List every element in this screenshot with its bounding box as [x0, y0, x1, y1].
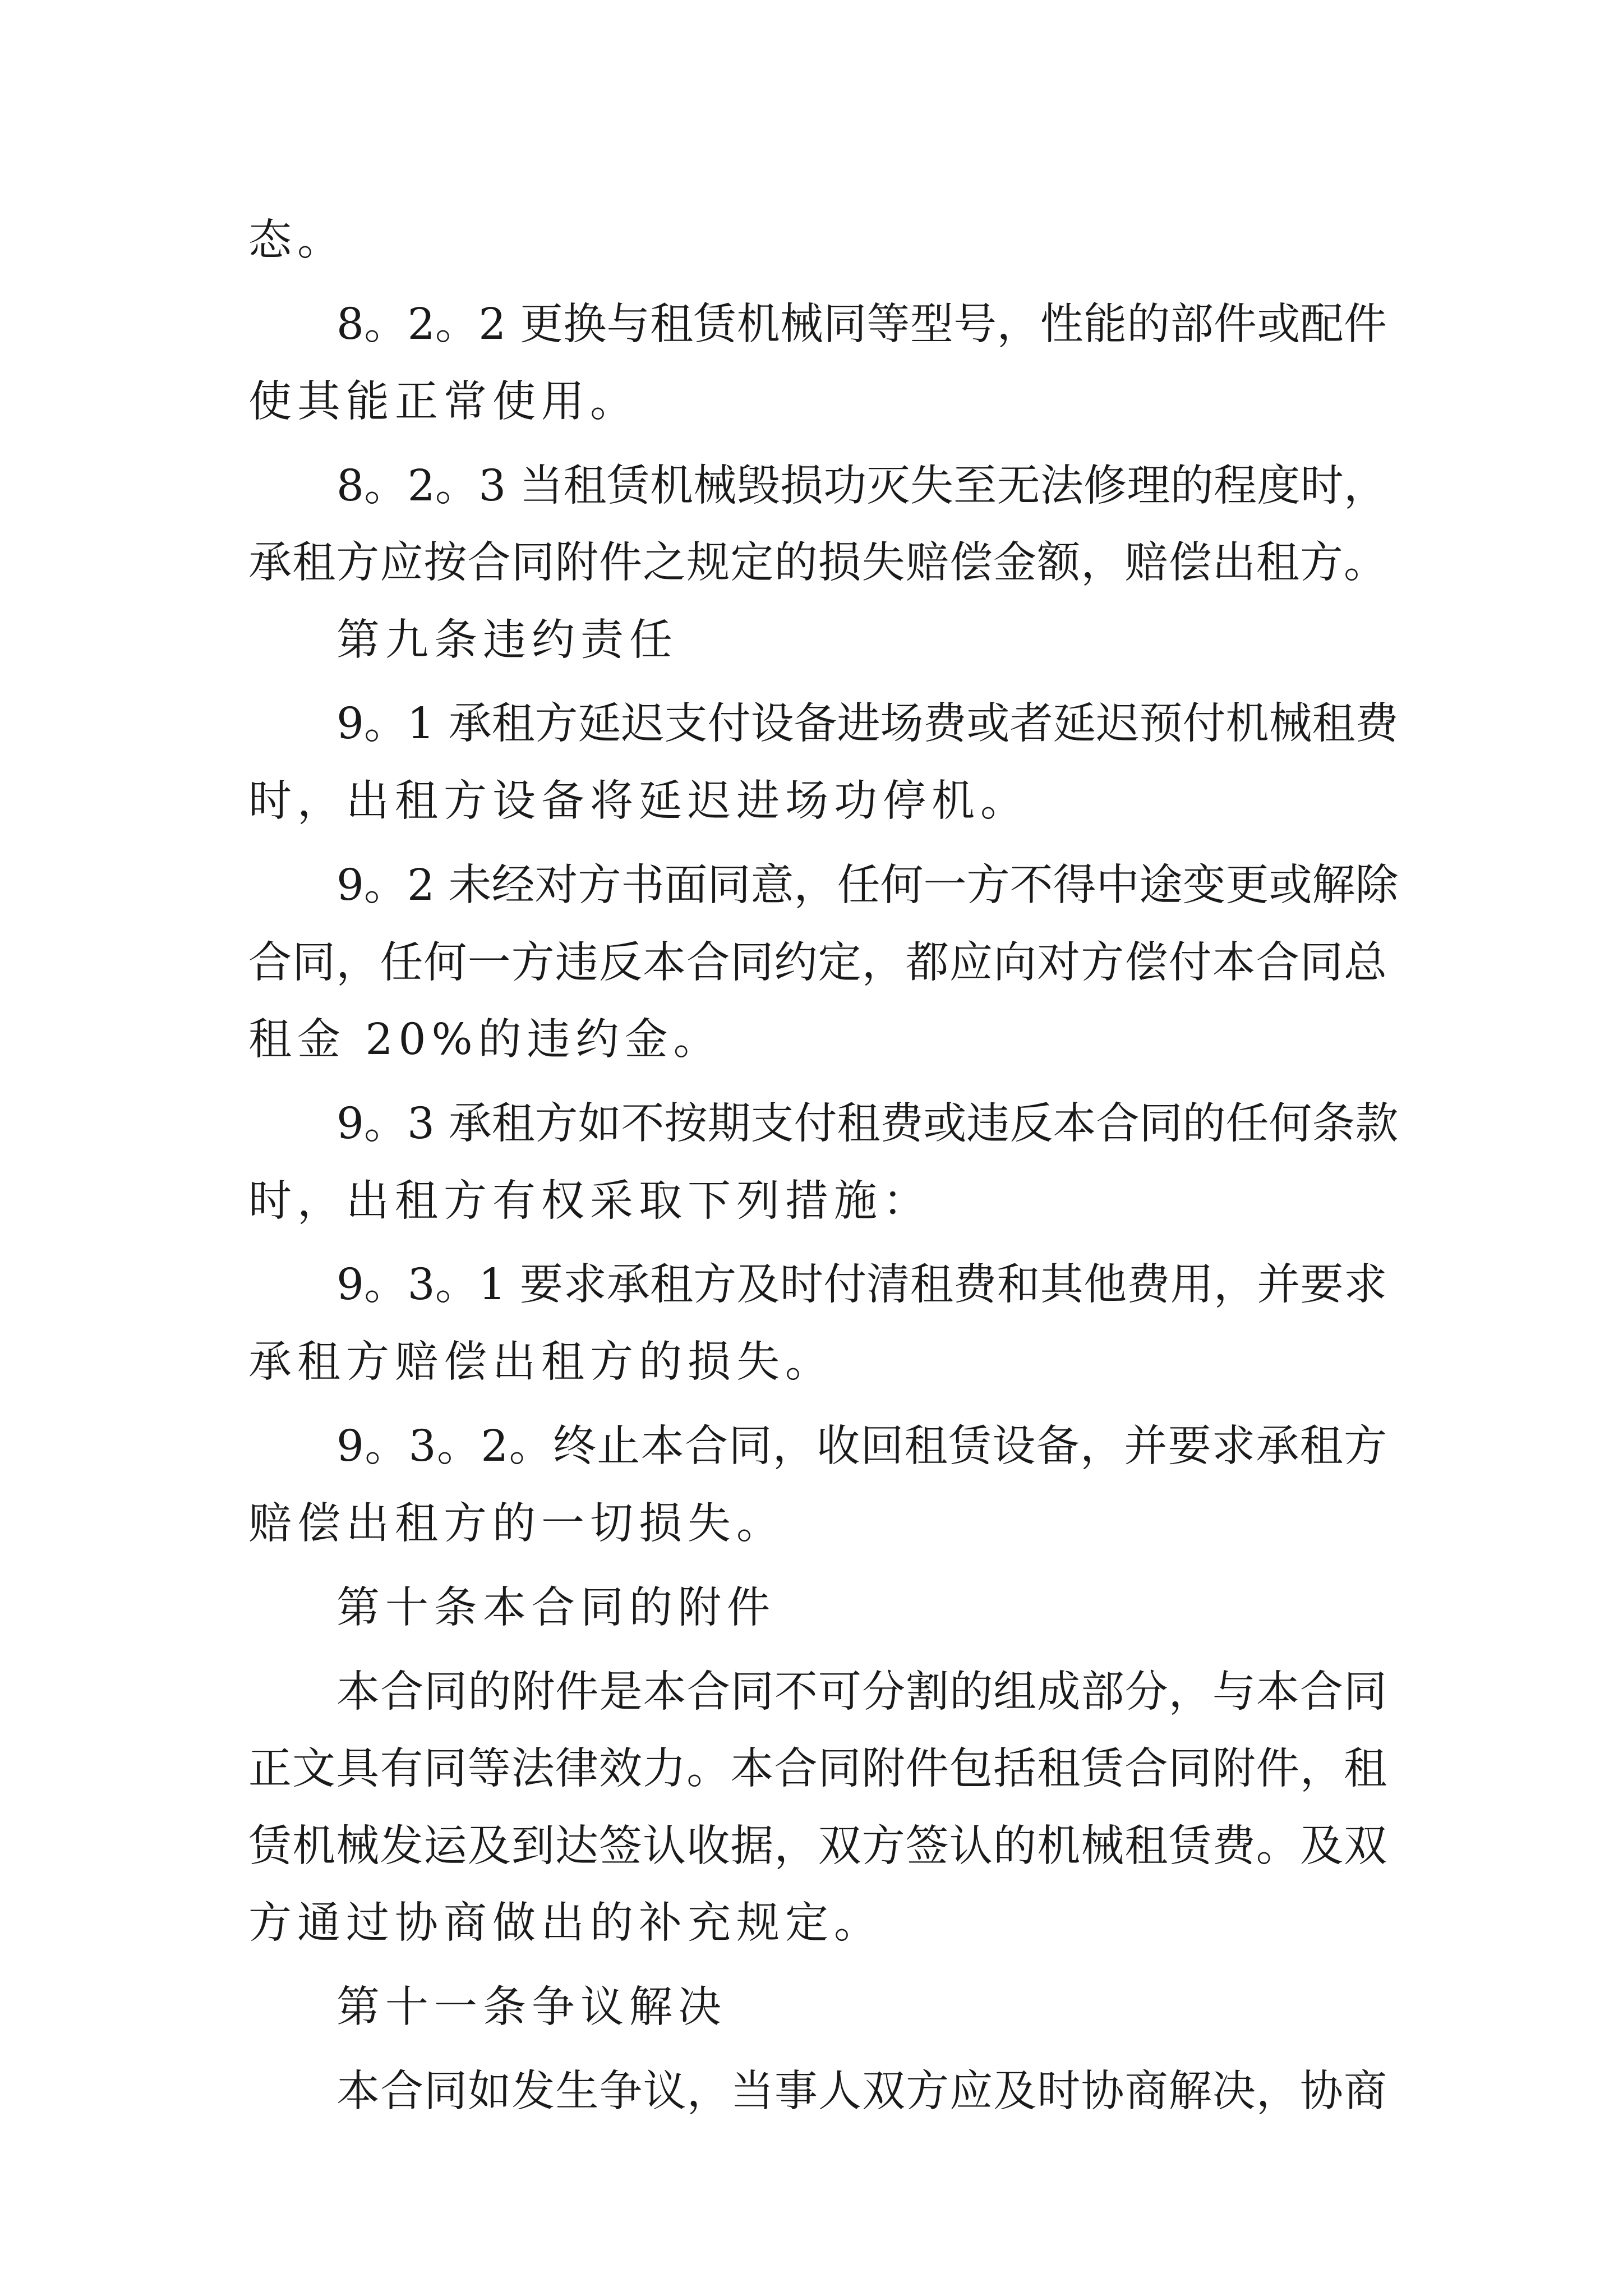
text-line: 第十条本合同的附件 [336, 1583, 776, 1633]
text-line: 8。2。2 更换与租赁机械同等型号，性能的部件或配件 [336, 300, 1387, 349]
text-line: 9。3。2。终止本合同，收回租赁设备，并要求承租方 [336, 1421, 1387, 1471]
text-line: 本合同的附件是本合同不可分割的组成部分，与本合同 [336, 1667, 1387, 1717]
text-line: 第九条违约责任 [336, 615, 678, 665]
text-line: 态。 [248, 215, 346, 265]
text-line: 赁机械发运及到达签认收据，双方签认的机械租赁费。及双 [248, 1821, 1387, 1871]
text-line: 合同，任何一方违反本合同约定，都应向对方偿付本合同总 [248, 938, 1387, 988]
text-line: 方通过协商做出的补充规定。 [248, 1898, 883, 1948]
text-line: 9。2 未经对方书面同意，任何一方不得中途变更或解除 [336, 861, 1399, 910]
text-line: 8。2。3 当租赁机械毁损功灭失至无法修理的程度时， [336, 461, 1387, 511]
text-line: 使其能正常使用。 [248, 377, 639, 427]
text-line: 时，出租方有权采取下列措施： [248, 1176, 932, 1226]
text-line: 承租方应按合同附件之规定的损失赔偿金额，赔偿出租方。 [248, 538, 1387, 588]
text-line: 承租方赔偿出租方的损失。 [248, 1337, 834, 1387]
text-line: 9。3 承租方如不按期支付租费或违反本合同的任何条款 [336, 1099, 1399, 1149]
text-line: 本合同如发生争议，当事人双方应及时协商解决，协商 [336, 2067, 1387, 2116]
text-line: 9。1 承租方延迟支付设备进场费或者延迟预付机械租费 [336, 699, 1399, 749]
text-line: 9。3。1 要求承租方及时付清租费和其他费用，并要求 [336, 1260, 1387, 1310]
text-line: 租金 20%的违约金。 [248, 1015, 722, 1065]
text-line: 赔偿出租方的一切损失。 [248, 1499, 785, 1549]
text-line: 时，出租方设备将延迟进场功停机。 [248, 776, 1029, 826]
text-line: 正文具有同等法律效力。本合同附件包括租赁合同附件，租 [248, 1744, 1387, 1794]
text-line: 第十一条争议解决 [336, 1982, 727, 2032]
